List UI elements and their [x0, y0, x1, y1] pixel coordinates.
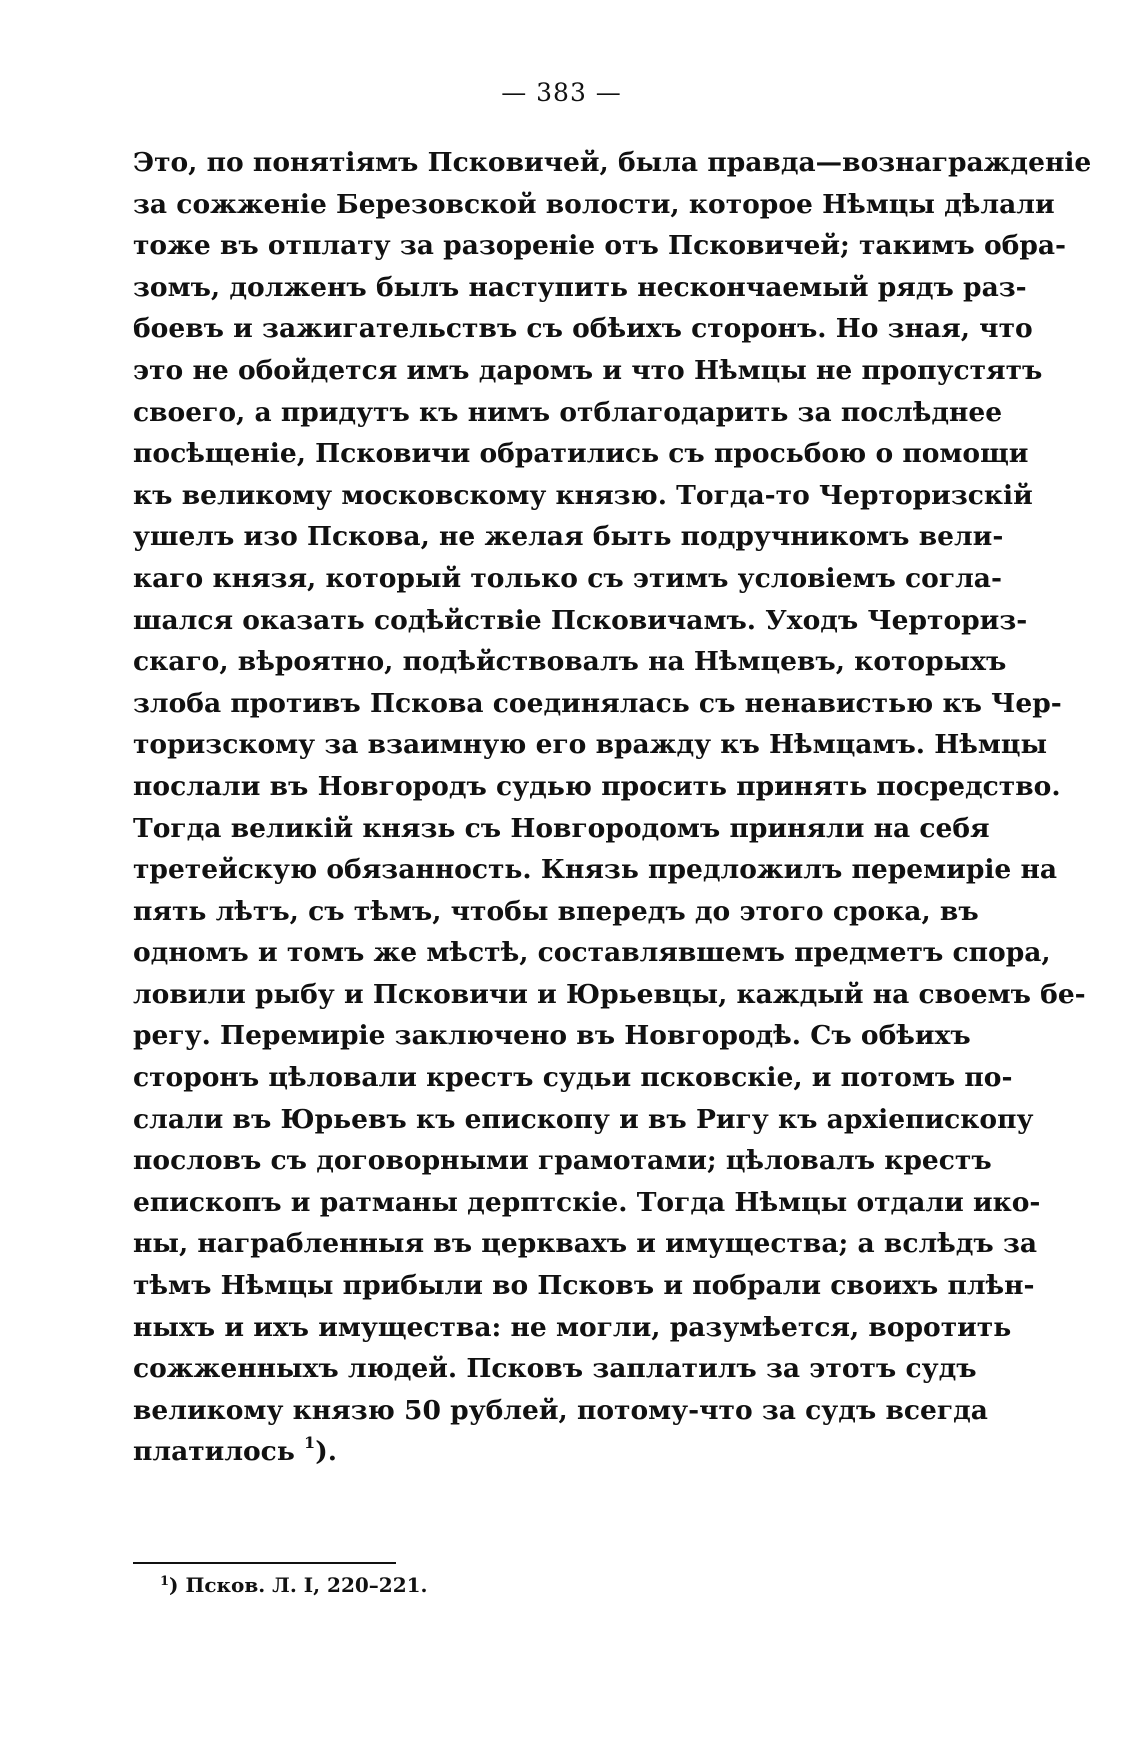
text-line: послали въ Новгородъ судью просить принять посредство. — [133, 770, 1061, 802]
footnote-reference: 1 — [304, 1433, 316, 1453]
text-line: зомъ, долженъ былъ наступить нескончаемый рядъ раз- — [133, 271, 1027, 303]
text-line: пословъ съ договорными грамотами; цѣловалъ крестъ — [133, 1145, 992, 1177]
page-number: — 383 — — [501, 78, 622, 107]
text-line: третейскую обязанность. Князь предложилъ перемиріе на — [133, 854, 1058, 886]
text-line: слали въ Юрьевъ къ епископу и въ Ригу къ архіепископу — [133, 1103, 1034, 1135]
text-line: тоже въ отплату за разореніе отъ Псковичей; такимъ обра- — [133, 230, 1067, 262]
text-line: торизскому за взаимную его вражду къ Нѣмцамъ. Нѣмцы — [133, 729, 1048, 761]
text-line: епископъ и ратманы дерптскіе. Тогда Нѣмцы отдали ико- — [133, 1186, 1041, 1218]
text-line: сторонъ цѣловали крестъ судьи псковскіе, и потомъ по- — [133, 1062, 1013, 1094]
text-line: посѣщеніе, Псковичи обратились съ просьбою о помощи — [133, 438, 1029, 470]
last-line-end: ). — [315, 1436, 337, 1468]
text-line: пять лѣтъ, съ тѣмъ, чтобы впередъ до этого срока, въ — [133, 895, 979, 927]
footnote-divider — [133, 1562, 396, 1564]
text-line: Это, по понятіямъ Псковичей, была правда—вознагражденіе — [133, 147, 1092, 178]
footnote-marker: 1 — [160, 1574, 170, 1589]
last-line-text: платилось — [133, 1436, 305, 1468]
text-line: тѣмъ Нѣмцы прибыли во Псковъ и побрали своихъ плѣн- — [133, 1270, 1035, 1302]
text-line: регу. Перемиріе заключено въ Новгородѣ. Съ обѣихъ — [133, 1020, 971, 1052]
text-line: это не обойдется имъ даромъ и что Нѣмцы не пропустятъ — [133, 354, 1043, 386]
text-line: злоба противъ Пскова соединялась съ ненавистью къ Чер- — [133, 687, 1062, 719]
text-line: шался оказать содѣйствіе Псковичамъ. Уходъ Черториз- — [133, 604, 1028, 636]
text-line: одномъ и томъ же мѣстѣ, составлявшемъ предметъ спора, — [133, 937, 1051, 969]
text-line: великому князю 50 рублей, потому-что за судъ всегда — [133, 1394, 988, 1426]
text-line: своего, а придутъ къ нимъ отблагодарить за послѣднее — [133, 396, 1003, 428]
text-line: Тогда великій князь съ Новгородомъ приняли на себя — [133, 812, 990, 844]
text-line: сожженныхъ людей. Псковъ заплатилъ за этотъ судъ — [133, 1353, 977, 1385]
text-line: скаго, вѣроятно, подѣйствовалъ на Нѣмцевъ, которыхъ — [133, 646, 1007, 678]
text-line: ныхъ и ихъ имущества: не могли, разумѣется, воротить — [133, 1311, 1012, 1343]
text-line: къ великому московскому князю. Тогда-то Черторизскій — [133, 479, 1033, 511]
text-line: ловили рыбу и Псковичи и Юрьевцы, каждый на своемъ бе- — [133, 978, 1086, 1010]
text-line: каго князя, который только съ этимъ условіемъ согла- — [133, 562, 1002, 594]
text-line: за сожженіе Березовской волости, которое Нѣмцы дѣлали — [133, 188, 1055, 220]
text-line: ушелъ изо Пскова, не желая быть подручникомъ вели- — [133, 521, 1004, 553]
footnote-text: ) Псков. Л. I, 220–221. — [169, 1573, 428, 1597]
body-text — [133, 142, 1092, 1473]
text-line: боевъ и зажигательствъ съ обѣихъ сторонъ. Но зная, что — [133, 313, 1033, 345]
text-line-last — [133, 1431, 965, 1473]
text-line: ны, награбленныя въ церквахъ и имущества; а вслѣдъ за — [133, 1228, 1038, 1260]
footnote — [160, 1573, 428, 1597]
